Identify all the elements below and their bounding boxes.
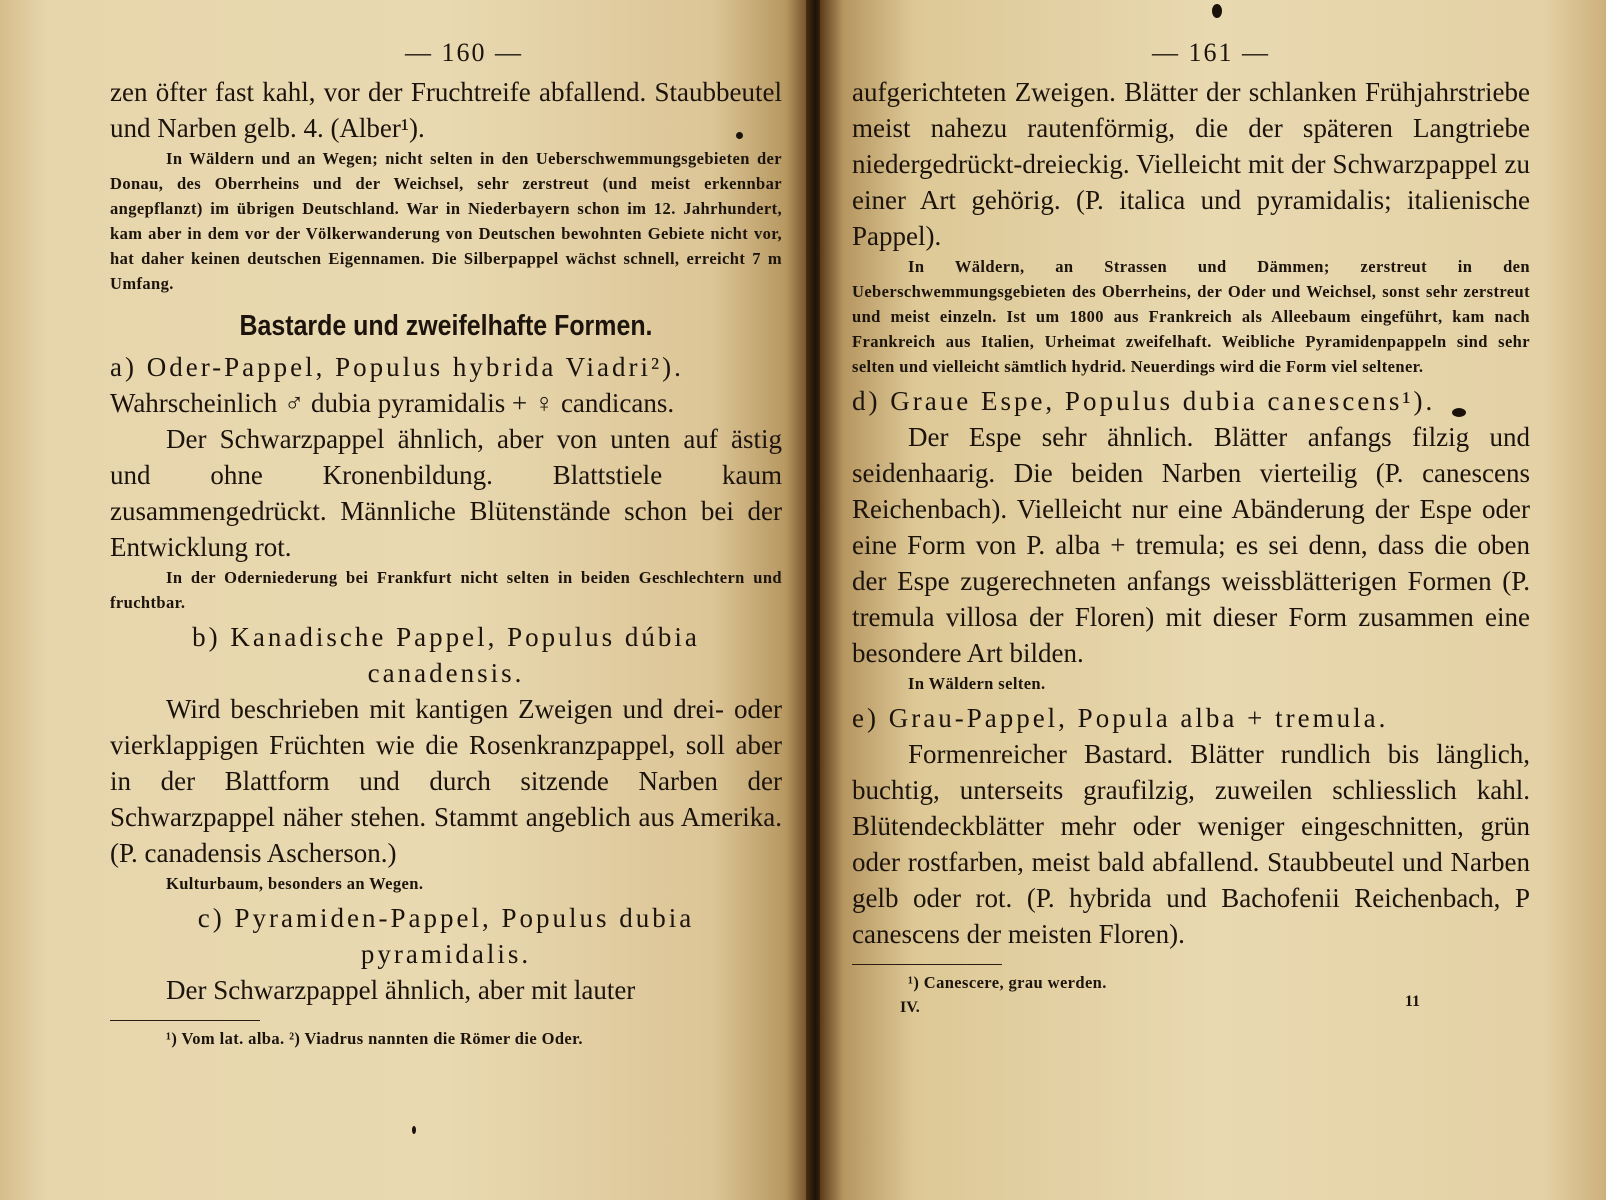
signature-line [900,993,1530,1023]
entry-a-habitat-note: In der Oderniederung bei Frankfurt nicht selten in beiden Geschlechtern und fruchtbar. [110,568,782,612]
ink-speck [412,1126,416,1134]
entry-d-habitat-note: In Wäldern selten. [908,674,1046,693]
entry-e-description: Formenreicher Bastard. Blätter rundlich bis länglich, buchtig, unterseits graufilzig, zuweilen schliesslich kahl. Blütendeckblätter mehr oder weniger eingeschnitten, grün oder rostfarben, meist bald abfallend. Staubbeutel und Narben gelb oder rot. (P. hybrida und Bachofenii Reichenbach, P canescens der meisten Floren). [852,739,1530,949]
left-page-column [110,38,782,1051]
entry-a-description: Der Schwarzpappel ähnlich, aber von unten auf ästig und ohne Kronenbildung. Blattstiele kaum zusammengedrückt. Männliche Blütenstände schon bei der Entwicklung rot. [110,424,782,562]
entry-c-description: Der Schwarzpappel ähnlich, aber mit lauter [166,975,636,1005]
entry-d-description: Der Espe sehr ähnlich. Blätter anfangs filzig und seidenhaarig. Die beiden Narben vierteilig (P. canescens Reichenbach). Vielleicht nur eine Abänderung der Espe oder eine Form von P. alba + tremula; es sei denn, dass die oben der Espe zugerechneten anfangs weissblätterigen Formen (P. tremula villosa der Floren) mit dieser Form zusammen eine besondere Art bilden. [852,422,1530,668]
entry-c-title-line-2: pyramidalis. [360,939,532,969]
entry-e-title: e) Grau-Pappel, Popula alba + tremula. [852,703,1389,733]
right-footnotes: ¹) Canescere, grau werden. [908,973,1107,992]
ink-speck [1452,408,1466,417]
left-footnotes: ¹) Vom lat. alba. ²) Viadrus nannten die Römer die Oder. [166,1029,583,1048]
right-habitat-note-1: In Wäldern, an Strassen und Dämmen; zerstreut in den Ueberschwemmungsgebieten des Oberrheins, der Oder und Weichsel, sonst sehr zerstreut und meist einzeln. Ist um 1800 aus Frankreich als Alleebaum eingeführt, kam nach Frankreich aus Italien, Urheimat zweifelhaft. Weibliche Pyramidenpappeln sind sehr selten und vielleicht sämtlich hydrid. Neuerdings wird die Form viel seltener. [852,257,1530,376]
left-habitat-note-1: In Wäldern und an Wegen; nicht selten in den Ueberschwemmungsgebieten der Donau, des Oberrheins und der Weichsel, sehr zerstreut (und meist erkennbar angepflanzt) im übrigen Deutschland. War in Niederbayern schon im 12. Jahrhundert, kam aber in dem vor der Völkerwanderung von Deutschen bewohnten Gebiete nicht vor, hat daher keinen deutschen Eigennamen. Die Silberpappel wächst schnell, erreicht 7 m Umfang. [110,149,782,293]
sheet-number: 11 [1404,993,1420,1010]
right-page-column [852,38,1530,1023]
ink-speck [1212,4,1222,18]
entry-a-parentage: Wahrscheinlich ♂ dubia pyramidalis + ♀ candicans. [110,388,675,418]
entry-d-title: d) Graue Espe, Populus dubia canescens¹). [852,386,1436,416]
left-paragraph-1: zen öfter fast kahl, vor der Fruchtreife abfallend. Staubbeutel und Narben gelb. 4. (Alber¹). [110,77,782,143]
page-number-160: — 160 — [405,38,523,67]
page-number-161: — 161 — [1152,38,1270,67]
section-heading: Bastarde und zweifelhafte Formen. [239,310,653,342]
footnote-rule [852,964,1002,965]
footnote-rule [110,1020,260,1021]
entry-b-habitat-note: Kulturbaum, besonders an Wegen. [166,874,424,893]
ink-speck [736,132,743,139]
signature-mark: IV. [900,999,920,1016]
entry-b-description: Wird beschrieben mit kantigen Zweigen und drei- oder vierklappigen Früchten wie die Rosenkranzpappel, soll aber in der Blattform und durch sitzende Narben der Schwarzpappel näher stehen. Stammt angeblich aus Amerika. (P. canadensis Ascherson.) [110,694,782,868]
right-paragraph-1: aufgerichteten Zweigen. Blätter der schlanken Frühjahrstriebe meist nahezu rautenförmig, die der späteren Langtriebe niedergedrückt-dreieckig. Vielleicht mit der Schwarzpappel zu einer Art gehörig. (P. italica und pyramidalis; italienische Pappel). [852,77,1530,251]
right-page [820,0,1606,1200]
entry-c-title-line-1: c) Pyramiden-Pappel, Populus dubia [197,903,695,933]
entry-a-title: a) Oder-Pappel, Populus hybrida Viadri²). [110,352,684,382]
entry-b-title-line-2: canadensis. [367,658,525,688]
entry-b-title-line-1: b) Kanadische Pappel, Populus dúbia [192,622,700,652]
